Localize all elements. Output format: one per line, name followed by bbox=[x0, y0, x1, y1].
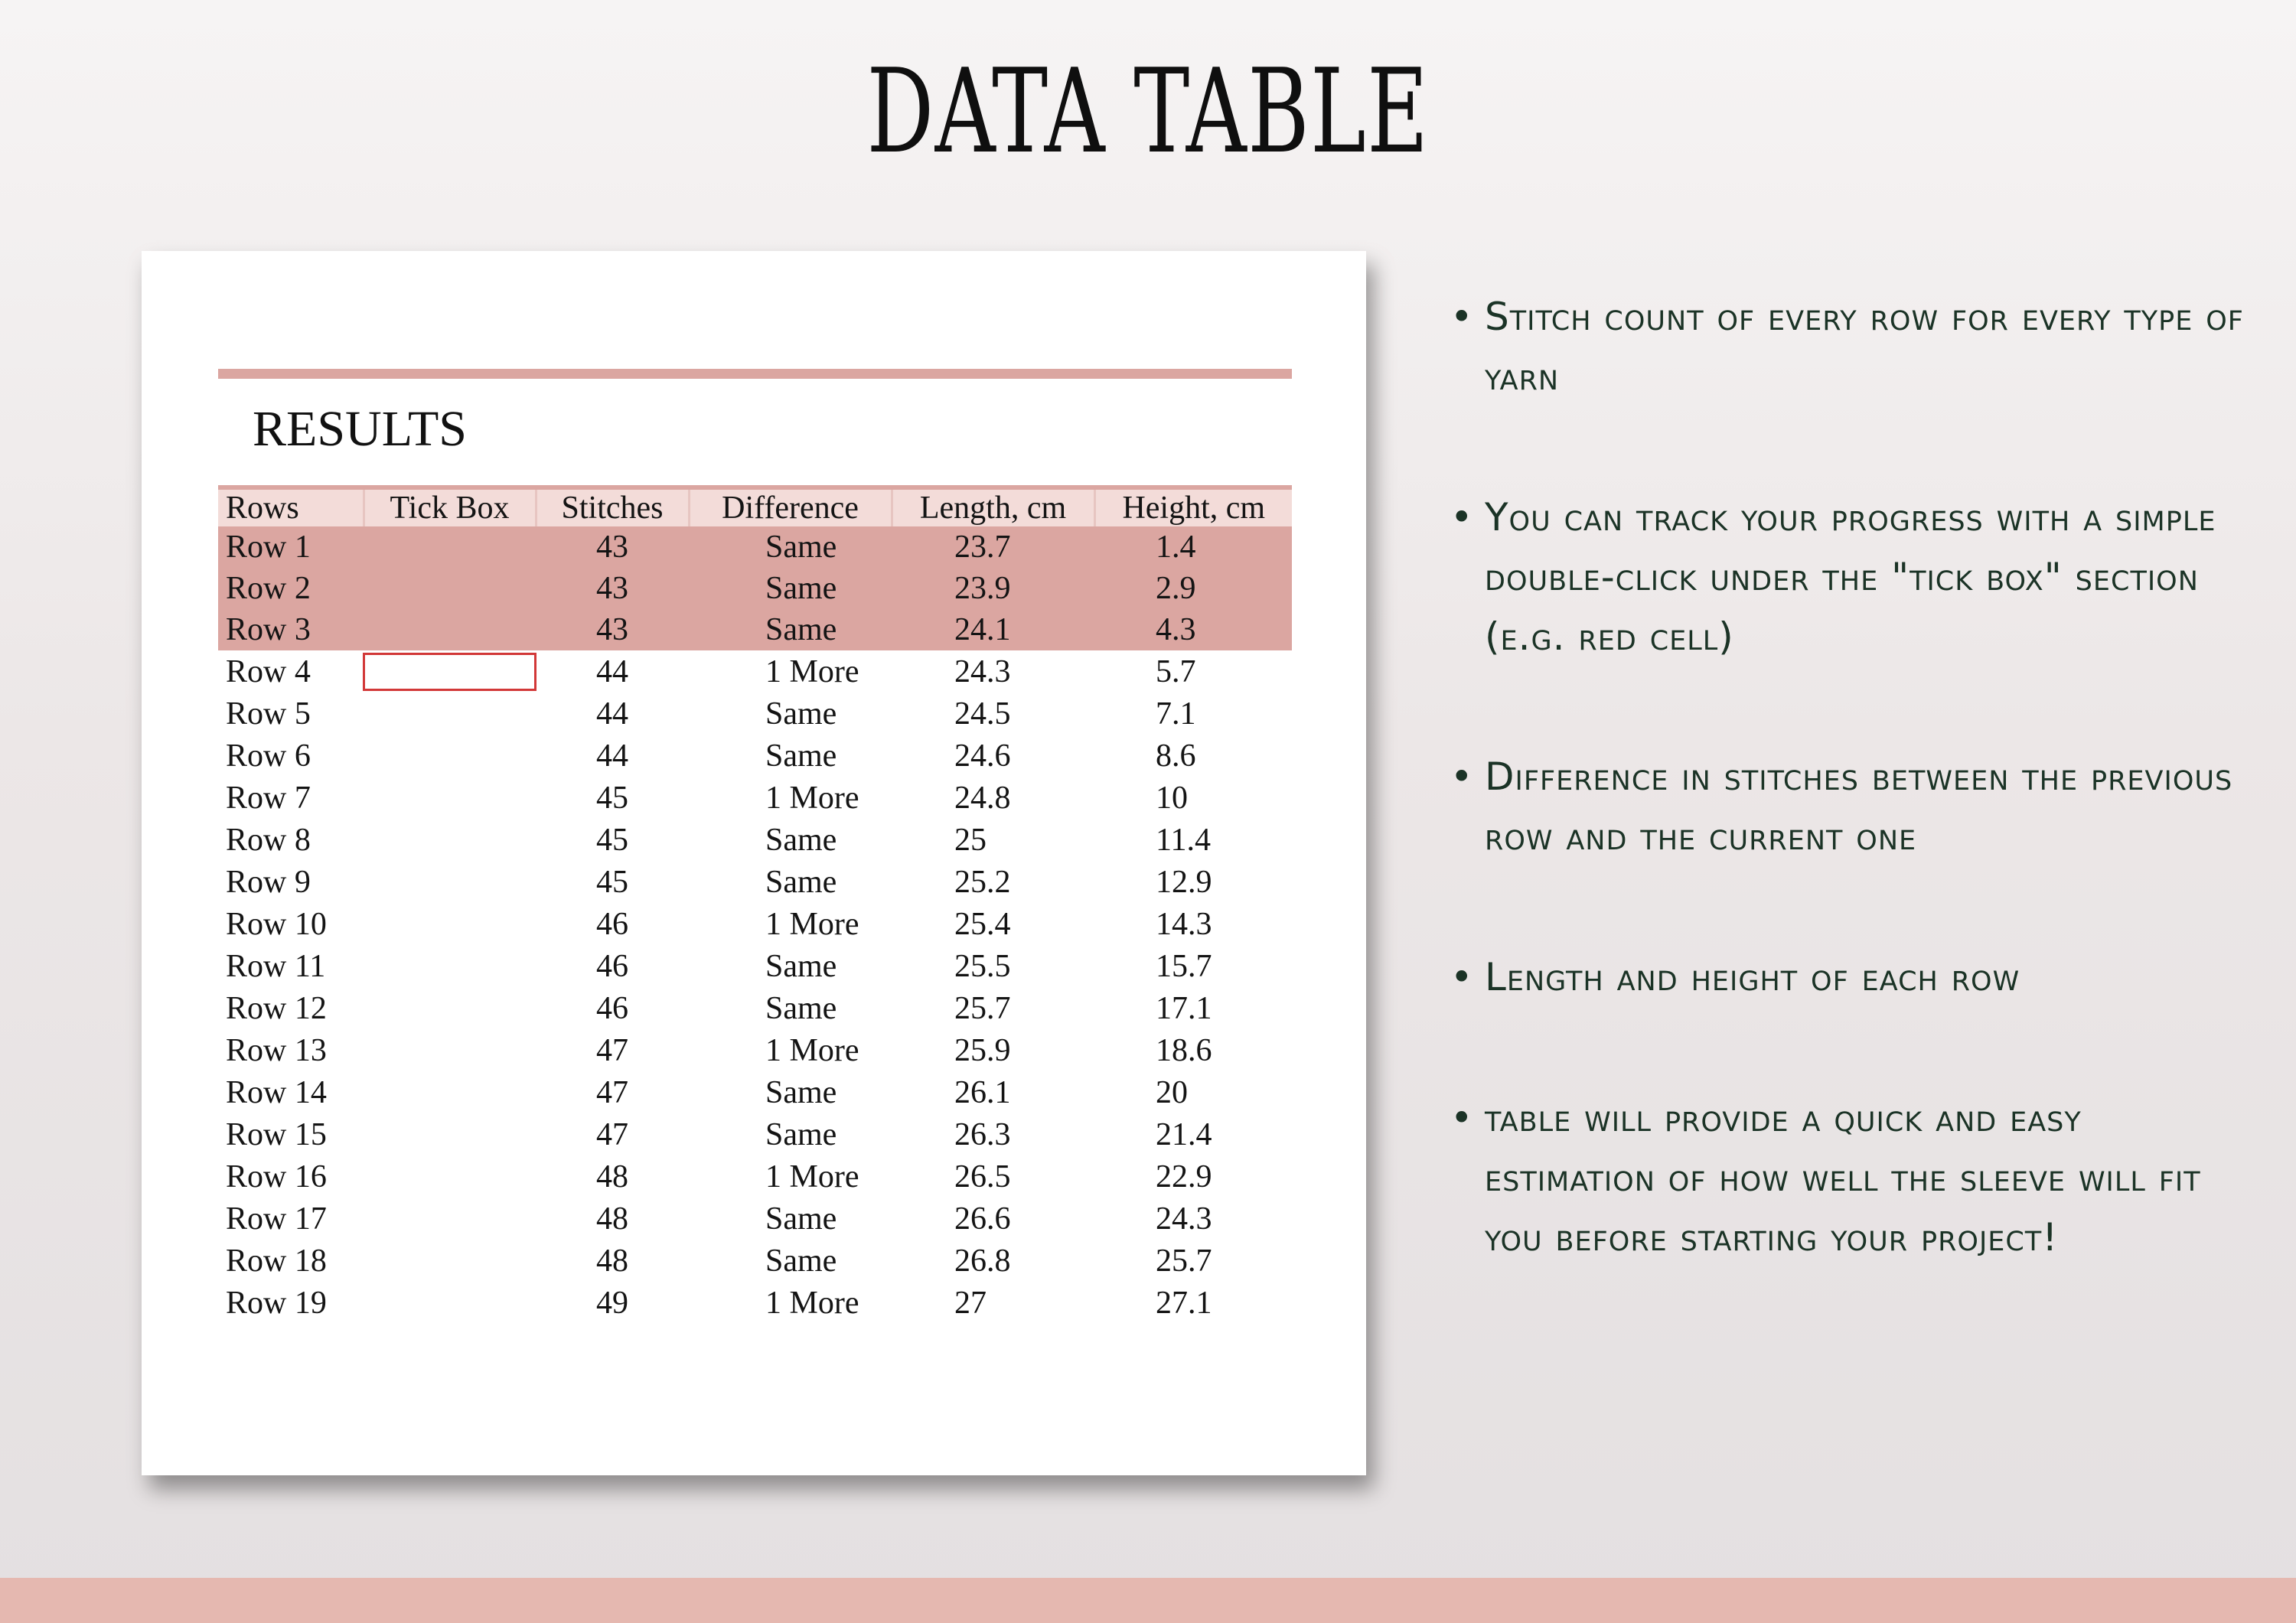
difference-cell: Same bbox=[689, 609, 892, 650]
length-cell: 23.7 bbox=[892, 526, 1094, 568]
tick-box-cell[interactable] bbox=[364, 1282, 536, 1324]
table-header-row bbox=[218, 487, 1292, 526]
difference-cell: Same bbox=[765, 948, 837, 984]
table-row bbox=[218, 650, 1292, 693]
table-row bbox=[218, 819, 1292, 861]
length-cell: 26.3 bbox=[954, 1116, 1011, 1152]
height-cell: 10 bbox=[1156, 780, 1188, 816]
table-row bbox=[218, 1198, 1292, 1240]
difference-cell: 1 More bbox=[765, 653, 859, 689]
tick-box-cell[interactable] bbox=[364, 903, 536, 945]
row-label: Row 17 bbox=[226, 1201, 327, 1237]
tick-box-cell[interactable] bbox=[364, 1155, 536, 1198]
height-cell: 21.4 bbox=[1156, 1116, 1212, 1152]
length-cell: 26.6 bbox=[954, 1201, 1011, 1237]
height-cell: 22.9 bbox=[1156, 1159, 1212, 1194]
difference-cell: 1 More bbox=[765, 1032, 859, 1068]
table-row bbox=[218, 987, 1292, 1029]
table-row bbox=[218, 1071, 1292, 1113]
row-label: Row 14 bbox=[226, 1074, 327, 1110]
tick-box[interactable] bbox=[363, 737, 536, 775]
difference-cell: 1 More bbox=[765, 780, 859, 816]
table-row bbox=[218, 1240, 1292, 1282]
tick-box-cell[interactable] bbox=[364, 987, 536, 1029]
tick-box[interactable] bbox=[363, 863, 536, 901]
tick-box[interactable] bbox=[363, 905, 536, 943]
row-label: Row 7 bbox=[226, 780, 311, 816]
tick-box-cell[interactable] bbox=[364, 526, 536, 568]
stitches-cell: 48 bbox=[596, 1201, 628, 1237]
feature-item-estimation bbox=[1450, 1088, 2262, 1267]
stitches-cell: 44 bbox=[596, 653, 628, 689]
stitches-cell: 47 bbox=[596, 1116, 628, 1152]
tick-box-cell[interactable] bbox=[364, 693, 536, 735]
bullet-icon: • bbox=[1450, 955, 1474, 999]
table-row bbox=[218, 1155, 1292, 1198]
length-cell: 26.1 bbox=[954, 1074, 1011, 1110]
tick-box-cell[interactable] bbox=[364, 735, 536, 777]
difference-cell: Same bbox=[689, 526, 892, 568]
table-row bbox=[218, 568, 1292, 609]
height-cell: 4.3 bbox=[1094, 609, 1292, 650]
length-cell: 24.8 bbox=[954, 780, 1011, 816]
column-header-tick-box: Tick Box bbox=[364, 487, 536, 526]
header-rule bbox=[218, 369, 1292, 379]
length-cell: 25.2 bbox=[954, 864, 1011, 900]
difference-cell: Same bbox=[765, 696, 837, 732]
row-label: Row 1 bbox=[218, 526, 364, 568]
tick-box-cell[interactable] bbox=[364, 777, 536, 819]
tick-box[interactable] bbox=[363, 1158, 536, 1196]
tick-box-cell[interactable] bbox=[364, 1113, 536, 1155]
spreadsheet-preview bbox=[142, 251, 1366, 1475]
feature-item-difference bbox=[1450, 747, 2262, 866]
row-label: Row 4 bbox=[226, 653, 311, 689]
table-row bbox=[218, 693, 1292, 735]
tick-box-cell[interactable] bbox=[364, 609, 536, 650]
difference-cell: 1 More bbox=[765, 1285, 859, 1321]
difference-cell: 1 More bbox=[765, 906, 859, 942]
tick-box[interactable] bbox=[363, 1200, 536, 1238]
stitches-cell: 46 bbox=[596, 990, 628, 1026]
tick-box[interactable] bbox=[363, 1116, 536, 1154]
stitches-cell: 44 bbox=[596, 696, 628, 732]
feature-text: You can track your progress with a simple double-click under the "tick box" section (e.g. red cell) bbox=[1485, 495, 2216, 659]
row-label: Row 6 bbox=[226, 738, 311, 774]
row-label: Row 12 bbox=[226, 990, 327, 1026]
tick-box[interactable] bbox=[363, 1242, 536, 1280]
tick-box-cell[interactable] bbox=[364, 650, 536, 693]
bullet-icon: • bbox=[1450, 295, 1474, 339]
tick-box[interactable] bbox=[363, 821, 536, 859]
height-cell: 17.1 bbox=[1156, 990, 1212, 1026]
table-row bbox=[218, 861, 1292, 903]
height-cell: 18.6 bbox=[1156, 1032, 1212, 1068]
stitches-cell: 45 bbox=[596, 822, 628, 858]
bottom-band bbox=[0, 1578, 2296, 1623]
table-row bbox=[218, 1282, 1292, 1324]
difference-cell: Same bbox=[689, 568, 892, 609]
tick-box-cell[interactable] bbox=[364, 1198, 536, 1240]
tick-box-cell[interactable] bbox=[364, 1029, 536, 1071]
height-cell: 20 bbox=[1156, 1074, 1188, 1110]
length-cell: 24.3 bbox=[954, 653, 1011, 689]
length-cell: 25 bbox=[954, 822, 987, 858]
feature-text: Stitch count of every row for every type of yarn bbox=[1485, 295, 2244, 399]
difference-cell: Same bbox=[765, 1074, 837, 1110]
stitches-cell: 46 bbox=[596, 948, 628, 984]
difference-cell: Same bbox=[765, 1243, 837, 1279]
tick-box[interactable] bbox=[363, 1074, 536, 1112]
tick-box-cell[interactable] bbox=[364, 1240, 536, 1282]
stitches-cell: 49 bbox=[596, 1285, 628, 1321]
tick-box[interactable] bbox=[363, 779, 536, 817]
page-title: DATA TABLE bbox=[866, 44, 1430, 179]
tick-box-cell[interactable] bbox=[364, 819, 536, 861]
height-cell: 12.9 bbox=[1156, 864, 1212, 900]
stitches-cell: 48 bbox=[596, 1159, 628, 1194]
stitches-cell: 46 bbox=[596, 906, 628, 942]
column-header-difference: Difference bbox=[689, 487, 892, 526]
table-row bbox=[218, 609, 1292, 650]
bullet-icon: • bbox=[1450, 754, 1474, 799]
table-row bbox=[218, 735, 1292, 777]
row-label: Row 5 bbox=[226, 696, 311, 732]
difference-cell: Same bbox=[765, 990, 837, 1026]
tick-box-cell[interactable] bbox=[364, 568, 536, 609]
feature-item-track-progress bbox=[1450, 487, 2262, 666]
row-label: Row 15 bbox=[226, 1116, 327, 1152]
stitches-cell: 47 bbox=[596, 1032, 628, 1068]
column-header-height: Height, cm bbox=[1094, 487, 1292, 526]
height-cell: 8.6 bbox=[1156, 738, 1196, 774]
height-cell: 14.3 bbox=[1156, 906, 1212, 942]
table-body bbox=[218, 526, 1292, 1324]
difference-cell: Same bbox=[765, 1201, 837, 1237]
difference-cell: Same bbox=[765, 738, 837, 774]
row-label: Row 2 bbox=[218, 568, 364, 609]
feature-text: Length and height of each row bbox=[1485, 955, 2020, 999]
height-cell: 11.4 bbox=[1156, 822, 1211, 858]
feature-text: table will provide a quick and easy estimation of how well the sleeve will fit you before starting your project! bbox=[1485, 1096, 2201, 1260]
stitches-cell: 48 bbox=[596, 1243, 628, 1279]
bullet-icon: • bbox=[1450, 495, 1474, 539]
tick-box-selected[interactable] bbox=[363, 653, 536, 691]
tick-box[interactable] bbox=[363, 989, 536, 1028]
column-header-rows: Rows bbox=[218, 487, 364, 526]
height-cell: 1.4 bbox=[1094, 526, 1292, 568]
height-cell: 7.1 bbox=[1156, 696, 1196, 732]
feature-item-stitch-count bbox=[1450, 287, 2262, 406]
row-label: Row 8 bbox=[226, 822, 311, 858]
tick-box-cell[interactable] bbox=[364, 945, 536, 987]
stitches-cell: 47 bbox=[596, 1074, 628, 1110]
table-row bbox=[218, 1113, 1292, 1155]
difference-cell: 1 More bbox=[765, 1159, 859, 1194]
length-cell: 25.4 bbox=[954, 906, 1011, 942]
row-label: Row 19 bbox=[226, 1285, 327, 1321]
stitches-cell: 43 bbox=[536, 568, 689, 609]
length-cell: 23.9 bbox=[892, 568, 1094, 609]
length-cell: 25.7 bbox=[954, 990, 1011, 1026]
tick-box[interactable] bbox=[363, 528, 536, 566]
row-label: Row 10 bbox=[226, 906, 327, 942]
length-cell: 24.5 bbox=[954, 696, 1011, 732]
height-cell: 25.7 bbox=[1156, 1243, 1212, 1279]
length-cell: 25.5 bbox=[954, 948, 1011, 984]
length-cell: 25.9 bbox=[954, 1032, 1011, 1068]
table-row bbox=[218, 945, 1292, 987]
stitches-cell: 43 bbox=[536, 609, 689, 650]
height-cell: 24.3 bbox=[1156, 1201, 1212, 1237]
row-label: Row 3 bbox=[218, 609, 364, 650]
stitches-cell: 43 bbox=[536, 526, 689, 568]
table-row bbox=[218, 777, 1292, 819]
length-cell: 24.1 bbox=[892, 609, 1094, 650]
stitches-cell: 45 bbox=[596, 864, 628, 900]
difference-cell: Same bbox=[765, 1116, 837, 1152]
table-row bbox=[218, 526, 1292, 568]
height-cell: 15.7 bbox=[1156, 948, 1212, 984]
table-row bbox=[218, 1029, 1292, 1071]
height-cell: 2.9 bbox=[1094, 568, 1292, 609]
results-table bbox=[218, 485, 1292, 1324]
tick-box[interactable] bbox=[363, 1284, 536, 1322]
row-label: Row 11 bbox=[226, 948, 326, 984]
column-header-stitches: Stitches bbox=[536, 487, 689, 526]
difference-cell: Same bbox=[765, 822, 837, 858]
row-label: Row 18 bbox=[226, 1243, 327, 1279]
stitches-cell: 44 bbox=[596, 738, 628, 774]
results-heading: RESULTS bbox=[253, 401, 467, 457]
feature-item-length-height bbox=[1450, 947, 2020, 1007]
stitches-cell: 45 bbox=[596, 780, 628, 816]
tick-box-cell[interactable] bbox=[364, 1071, 536, 1113]
length-cell: 24.6 bbox=[954, 738, 1011, 774]
height-cell: 27.1 bbox=[1156, 1285, 1212, 1321]
tick-box[interactable] bbox=[363, 1031, 536, 1070]
tick-box[interactable] bbox=[363, 947, 536, 986]
length-cell: 26.5 bbox=[954, 1159, 1011, 1194]
column-header-length: Length, cm bbox=[892, 487, 1094, 526]
tick-box[interactable] bbox=[363, 695, 536, 733]
tick-box[interactable] bbox=[363, 611, 536, 649]
height-cell: 5.7 bbox=[1156, 653, 1196, 689]
row-label: Row 16 bbox=[226, 1159, 327, 1194]
length-cell: 27 bbox=[954, 1285, 987, 1321]
row-label: Row 9 bbox=[226, 864, 311, 900]
length-cell: 26.8 bbox=[954, 1243, 1011, 1279]
row-label: Row 13 bbox=[226, 1032, 327, 1068]
difference-cell: Same bbox=[765, 864, 837, 900]
tick-box[interactable] bbox=[363, 569, 536, 608]
feature-text: Difference in stitches between the previous row and the current one bbox=[1485, 754, 2233, 859]
table-row bbox=[218, 903, 1292, 945]
bullet-icon: • bbox=[1450, 1096, 1474, 1140]
tick-box-cell[interactable] bbox=[364, 861, 536, 903]
